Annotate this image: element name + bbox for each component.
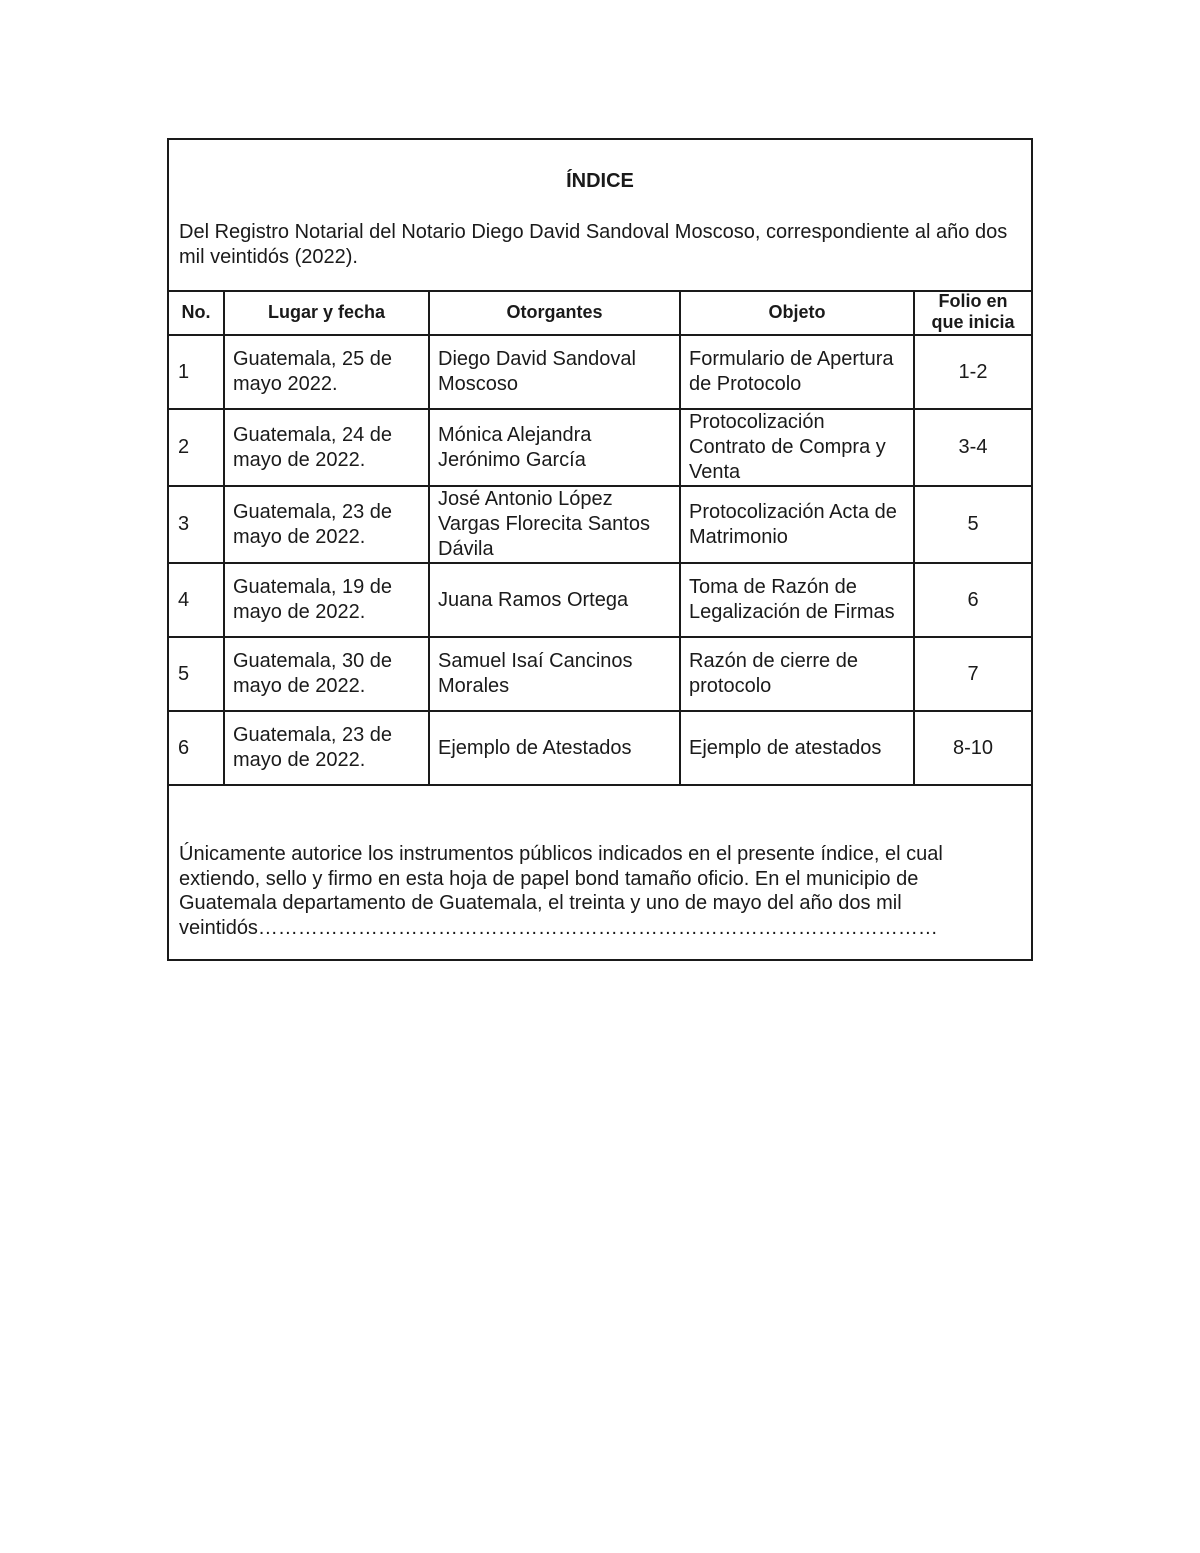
cell-folio: 7 bbox=[914, 637, 1031, 711]
cell-otorgantes: José Antonio López Vargas Florecita Santos Dávila bbox=[429, 486, 680, 563]
header-otorgantes: Otorgantes bbox=[429, 290, 680, 335]
cell-otorgantes: Mónica Alejandra Jerónimo García bbox=[429, 409, 680, 486]
table-row bbox=[169, 563, 1031, 637]
cell-folio: 3-4 bbox=[914, 409, 1031, 486]
cell-objeto: Protocolización Acta de Matrimonio bbox=[680, 486, 914, 563]
cell-folio: 1-2 bbox=[914, 335, 1031, 409]
cell-no: 6 bbox=[169, 711, 224, 785]
document-subtitle: Del Registro Notarial del Notario Diego David Sandoval Moscoso, correspondiente al año dos mil veintidós (2022). bbox=[179, 221, 1008, 268]
cell-lugar-fecha: Guatemala, 30 de mayo de 2022. bbox=[224, 637, 429, 711]
document-title: ÍNDICE bbox=[566, 170, 634, 192]
cell-no: 2 bbox=[169, 409, 224, 486]
cell-lugar-fecha: Guatemala, 25 de mayo 2022. bbox=[224, 335, 429, 409]
cell-no: 4 bbox=[169, 563, 224, 637]
cell-folio: 8-10 bbox=[914, 711, 1031, 785]
closing-statement: Únicamente autorice los instrumentos públicos indicados en el presente índice, el cual extiendo, sello y firmo en esta hoja de papel bond tamaño oficio. En el municipio de Guatemala departamento de Guatemala, el treinta y uno de mayo del año dos mil veintidós………………………………………………………………………………………… bbox=[179, 843, 943, 939]
cell-otorgantes: Samuel Isaí Cancinos Morales bbox=[429, 637, 680, 711]
header-folio: Folio en que inicia bbox=[914, 290, 1031, 335]
header-block bbox=[169, 140, 1031, 292]
cell-lugar-fecha: Guatemala, 23 de mayo de 2022. bbox=[224, 486, 429, 563]
cell-objeto: Formulario de Apertura de Protocolo bbox=[680, 335, 914, 409]
cell-folio: 5 bbox=[914, 486, 1031, 563]
cell-otorgantes: Juana Ramos Ortega bbox=[429, 563, 680, 637]
index-table bbox=[169, 290, 1031, 786]
cell-no: 3 bbox=[169, 486, 224, 563]
cell-objeto: Razón de cierre de protocolo bbox=[680, 637, 914, 711]
cell-otorgantes: Diego David Sandoval Moscoso bbox=[429, 335, 680, 409]
header-no: No. bbox=[169, 290, 224, 335]
table-row bbox=[169, 711, 1031, 785]
cell-otorgantes: Ejemplo de Atestados bbox=[429, 711, 680, 785]
cell-lugar-fecha: Guatemala, 19 de mayo de 2022. bbox=[224, 563, 429, 637]
header-lugar-fecha: Lugar y fecha bbox=[224, 290, 429, 335]
header-objeto: Objeto bbox=[680, 290, 914, 335]
cell-lugar-fecha: Guatemala, 24 de mayo de 2022. bbox=[224, 409, 429, 486]
table-header-row bbox=[169, 290, 1031, 335]
table-row bbox=[169, 486, 1031, 563]
cell-objeto: Protocolización Contrato de Compra y Venta bbox=[680, 409, 914, 486]
table-row bbox=[169, 335, 1031, 409]
cell-folio: 6 bbox=[914, 563, 1031, 637]
cell-no: 5 bbox=[169, 637, 224, 711]
cell-lugar-fecha: Guatemala, 23 de mayo de 2022. bbox=[224, 711, 429, 785]
table-row bbox=[169, 637, 1031, 711]
table-row bbox=[169, 409, 1031, 486]
cell-no: 1 bbox=[169, 335, 224, 409]
index-document bbox=[167, 138, 1033, 961]
cell-objeto: Ejemplo de atestados bbox=[680, 711, 914, 785]
cell-objeto: Toma de Razón de Legalización de Firmas bbox=[680, 563, 914, 637]
